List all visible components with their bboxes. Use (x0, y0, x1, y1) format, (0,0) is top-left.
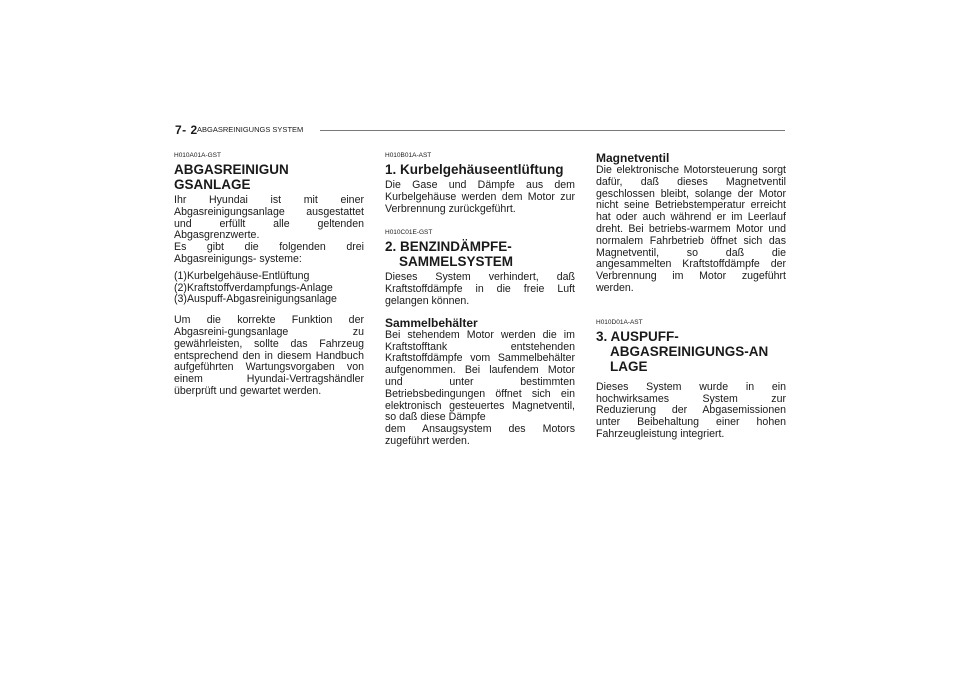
section-code: H010B01A-AST (385, 152, 432, 159)
section-code: H010D01A-AST (596, 318, 643, 326)
subsection-title: Sammelbehälter (385, 315, 478, 330)
section-title (596, 329, 786, 374)
systems-list (174, 271, 364, 306)
section-title-line2: GSANLAGE (174, 177, 251, 192)
body-text: Die elektronische Motorsteuerung sorgt dafür, daß dieses Magnetventil geschlossen bleibt, solange der Motor nicht seine Betriebstemperatur erreicht hat oder auch während er im Leerlauf dreht. Bei betriebs-warmem Motor und normalem Fahrbetrieb öffnet sich das Magnetventil, so daß die angesammelten Kraftstoffdämpfe der Verbrennung im Motor zugeführt werden. (596, 164, 786, 294)
systems-text: Es gibt die folgenden drei Abgasreinigungs- systeme: (174, 241, 364, 265)
list-item: (2)Kraftstoffverdampfungs-Anlage (174, 281, 333, 294)
section-title-line2: ABGASREINIGUNGS-AN (610, 343, 769, 359)
body-text: Dieses System wurde in ein hochwirksames System zur Reduzierung der Abgasemissionen unter Beibehaltung einer hohen Fahrzeugleistung integriert. (596, 380, 786, 440)
section-code: H010A01A-GST (174, 152, 221, 159)
column-3 (596, 152, 786, 441)
section-title: 1. Kurbelgehäuseentlüftung (385, 162, 564, 177)
section-name: ABGASREINIGUNGS SYSTEM (197, 125, 304, 134)
column-2 (385, 152, 575, 448)
section-title (385, 239, 575, 269)
section-title-line1: ABGASREINIGUN (174, 162, 289, 177)
section-title (174, 162, 364, 192)
section-title-line1: 3. AUSPUFF- (596, 328, 679, 344)
section-title-line3: LAGE (610, 358, 648, 374)
header-rule (320, 130, 785, 131)
column-1 (174, 152, 364, 398)
section-title-line1: 2. BENZINDÄMPFE- (385, 239, 512, 255)
intro-text: Ihr Hyundai ist mit einer Abgasreinigungsanlage ausgestattet und erfüllt alle geltenden Abgasgrenzwerte. (174, 194, 364, 242)
page-number: 7- 2 (175, 123, 198, 137)
list-item: (3)Auspuff-Abgasreinigungsanlage (174, 293, 337, 306)
body-text: Dieses System verhindert, daß Kraftstoffdämpfe in die freie Luft gelangen können. (385, 271, 575, 307)
body-text: Bei stehendem Motor werden die im Kraftstofftank entstehenden Kraftstoffdämpfe vom Sammelbehälter aufgenommen. Bei laufendem Motor und unter bestimmten Betriebsbedingungen öffnet sich ein elektronisch gesteuertes Magnetventil, so daß diese Dämpfe (385, 328, 575, 424)
section-title-line2: SAMMELSYSTEM (399, 254, 514, 270)
body-text: dem Ansaugsystem des Motors zugeführt werden. (385, 423, 575, 447)
page-header (175, 123, 785, 137)
section-code: H010C01E-GST (385, 229, 433, 237)
list-item: (1)Kurbelgehäuse-Entlüftung (174, 269, 310, 282)
subsection-title: Magnetventil (596, 151, 670, 165)
maintenance-note: Um die korrekte Funktion der Abgasreini-gungsanlage zu gewährleisten, sollte das Fahrzeug entsprechend den in diesem Handbuch aufgeführten Wartungsvorgaben von einem Hyundai-Vertragshändler überprüft und gewartet werden. (174, 314, 364, 397)
body-text: Die Gase und Dämpfe aus dem Kurbelgehäuse werden dem Motor zur Verbrennung zurückgeführt. (385, 179, 575, 215)
